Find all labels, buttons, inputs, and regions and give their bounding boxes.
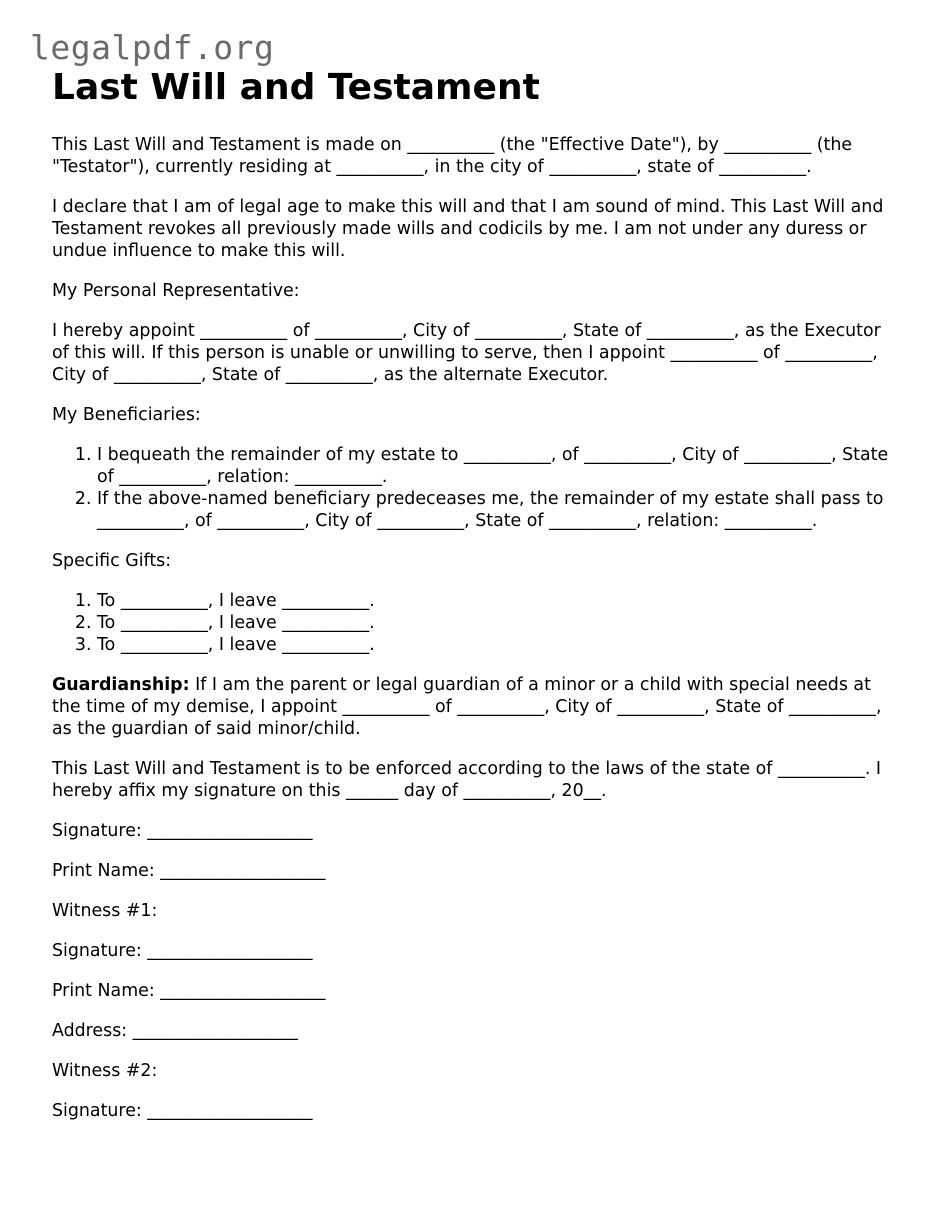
- witness-2-heading: Witness #2:: [52, 1061, 158, 1081]
- testator-print-name-line: Print Name: ___________________: [52, 861, 326, 881]
- witness-2-signature-line: Signature: ___________________: [52, 1101, 313, 1121]
- guardianship-paragraph: [52, 674, 892, 740]
- representative-heading: My Personal Representative:: [52, 281, 300, 301]
- watermark-text: legalpdf.org: [30, 28, 275, 67]
- witness-1-heading: Witness #1:: [52, 901, 158, 921]
- beneficiaries-heading: My Beneficiaries:: [52, 405, 201, 425]
- testator-signature-line: Signature: ___________________: [52, 821, 313, 841]
- guardianship-label: Guardianship:: [52, 675, 190, 695]
- witness-1-signature-line: Signature: ___________________: [52, 941, 313, 961]
- list-item: 1. To __________, I leave __________.: [97, 590, 892, 612]
- governing-law-paragraph: This Last Will and Testament is to be enforced according to the laws of the state of __________. I hereby affix my signature on this ______ day of __________, 20__.: [52, 759, 882, 801]
- beneficiaries-list: [52, 444, 892, 532]
- document-title: Last Will and Testament: [52, 67, 540, 108]
- intro-paragraph: This Last Will and Testament is made on __________ (the "Effective Date"), by __________ (the "Testator"), currently residing at __________, in the city of __________, state of __________.: [52, 135, 853, 177]
- document-page: [52, 66, 892, 1122]
- list-item: 3. To __________, I leave __________.: [97, 634, 892, 656]
- representative-paragraph: I hereby appoint __________ of __________, City of __________, State of __________, as the Executor of this will. If this person is unable or unwilling to serve, then I appoint __________ of __________, City of __________, State of __________, as the alternate Executor.: [52, 321, 881, 385]
- witness-1-address-line: Address: ___________________: [52, 1021, 298, 1041]
- gifts-list: [52, 590, 892, 656]
- guardianship-text: If I am the parent or legal guardian of a minor or a child with special needs at the time of my demise, I appoint __________ of __________, City of __________, State of __________, as the guardian of said minor/child.: [52, 675, 882, 739]
- list-item: 2. If the above-named beneficiary predeceases me, the remainder of my estate shall pass to __________, of __________, City of __________, State of __________, relation: __________.: [97, 488, 892, 532]
- list-item: 1. I bequeath the remainder of my estate to __________, of __________, City of __________, State of __________, relation: __________.: [97, 444, 892, 488]
- list-item: 2. To __________, I leave __________.: [97, 612, 892, 634]
- declaration-paragraph: I declare that I am of legal age to make this will and that I am sound of mind. This Last Will and Testament revokes all previously made wills and codicils by me. I am not under any duress or undue influence to make this will.: [52, 197, 884, 261]
- witness-1-print-name-line: Print Name: ___________________: [52, 981, 326, 1001]
- gifts-heading: Specific Gifts:: [52, 551, 172, 571]
